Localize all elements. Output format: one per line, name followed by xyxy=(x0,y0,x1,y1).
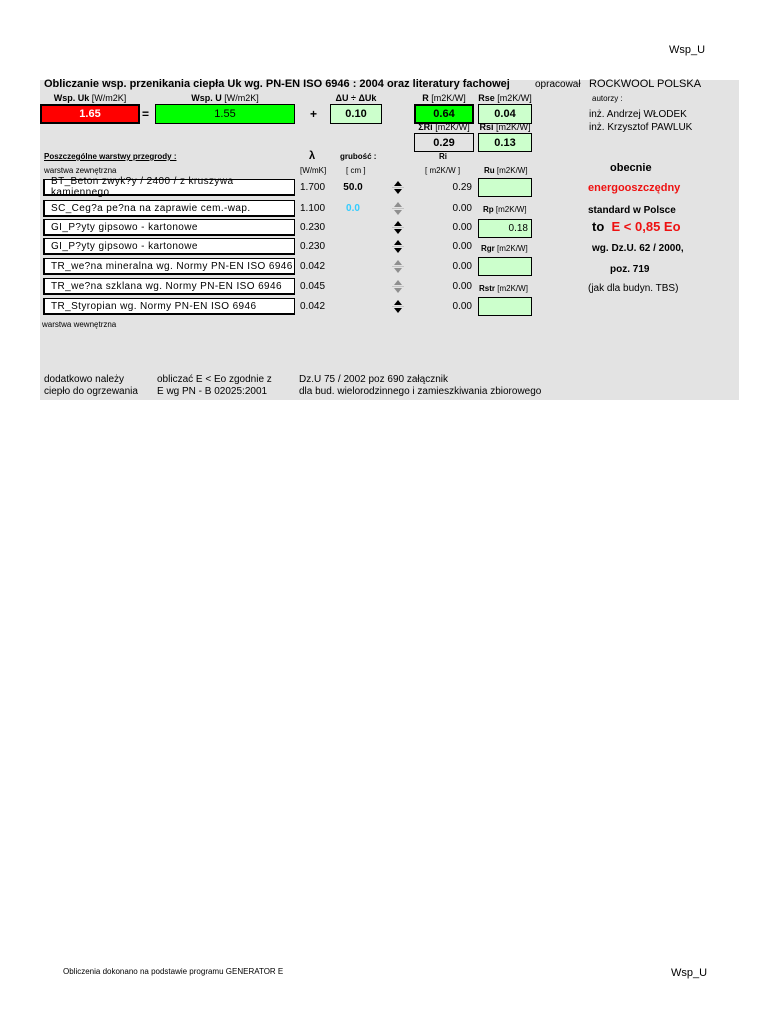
thickness-unit: [ cm ] xyxy=(346,166,366,175)
ri-header: Ri xyxy=(439,152,447,161)
spin-divider xyxy=(392,266,404,267)
spin-down-icon[interactable] xyxy=(394,288,402,293)
spin-divider xyxy=(392,208,404,209)
side-line-2: energooszczędny xyxy=(588,182,681,194)
note-c1: Dz.U 75 / 2002 poz 690 załącznik xyxy=(299,374,448,385)
rstr-label: Rstr [m2K/W] xyxy=(479,284,528,293)
uk-header: Wsp. Uk [W/m2K] xyxy=(53,93,127,103)
r-value-cell[interactable]: 0.64 xyxy=(414,104,474,124)
layer-ri: 0.00 xyxy=(452,222,472,233)
layer-name-select[interactable]: GI_P?yty gipsowo - kartonowe xyxy=(43,238,295,255)
layers-section-title: Poszczególne warstwy przegrody : xyxy=(44,152,177,161)
side-line-4: to E < 0,85 Eo xyxy=(592,219,681,234)
side-line-3: standard w Polsce xyxy=(588,205,676,216)
lambda-unit: [W/mK] xyxy=(300,166,327,175)
equals-sign: = xyxy=(142,107,150,121)
rstr-value-cell[interactable] xyxy=(478,297,532,316)
sheet-name-bottom: Wsp_U xyxy=(671,967,708,979)
lambda-symbol: λ xyxy=(309,150,316,162)
spin-up-icon[interactable] xyxy=(394,221,402,226)
layer-thickness[interactable]: 0.0 xyxy=(346,203,360,214)
spin-down-icon[interactable] xyxy=(394,308,402,313)
side-line-1: obecnie xyxy=(610,162,652,174)
thickness-spinner[interactable] xyxy=(390,201,406,217)
sheet-name-top: Wsp_U xyxy=(669,44,706,56)
rp-label: Rp [m2K/W] xyxy=(483,205,527,214)
spin-divider xyxy=(392,187,404,188)
spin-up-icon[interactable] xyxy=(394,280,402,285)
du-header: ΔU ÷ ΔUk xyxy=(335,93,377,103)
spin-down-icon[interactable] xyxy=(394,229,402,234)
layer-name-select[interactable]: TR_we?na mineralna wg. Normy PN-EN ISO 6946 xyxy=(43,258,295,275)
author-2: inż. Krzysztof PAWLUK xyxy=(589,122,693,133)
uk-value-cell[interactable]: 1.65 xyxy=(40,104,140,124)
author-1: inż. Andrzej WŁODEK xyxy=(589,109,687,120)
layer-thickness[interactable]: 50.0 xyxy=(343,182,363,193)
layer-lambda: 1.100 xyxy=(300,203,326,214)
note-a1: dodatkowo należy xyxy=(44,374,125,385)
layer-lambda: 0.045 xyxy=(300,281,326,292)
rse-header: Rse [m2K/W] xyxy=(478,93,532,103)
spin-up-icon[interactable] xyxy=(394,181,402,186)
spin-down-icon[interactable] xyxy=(394,248,402,253)
ri-unit: [ m2K/W ] xyxy=(425,166,461,175)
rgr-label: Rgr [m2K/W] xyxy=(481,244,528,253)
ru-value-cell[interactable] xyxy=(478,178,532,197)
layer-lambda: 1.700 xyxy=(300,182,326,193)
u-header: Wsp. U [W/m2K] xyxy=(191,93,259,103)
thickness-spinner[interactable] xyxy=(390,220,406,236)
thickness-spinner[interactable] xyxy=(390,299,406,315)
rp-value-cell[interactable]: 0.18 xyxy=(478,219,532,238)
layer-lambda: 0.042 xyxy=(300,261,326,272)
spin-down-icon[interactable] xyxy=(394,210,402,215)
du-value-cell[interactable]: 0.10 xyxy=(330,104,382,124)
spin-divider xyxy=(392,286,404,287)
prepared-label: opracował xyxy=(535,79,581,90)
sri-header: ΣRi [m2K/W] xyxy=(418,122,470,132)
u-value-cell[interactable]: 1.55 xyxy=(155,104,295,124)
layer-ri: 0.00 xyxy=(452,203,472,214)
rgr-value-cell[interactable] xyxy=(478,257,532,276)
spin-down-icon[interactable] xyxy=(394,189,402,194)
prepared-by: ROCKWOOL POLSKA xyxy=(589,78,702,90)
thickness-spinner[interactable] xyxy=(390,239,406,255)
spin-up-icon[interactable] xyxy=(394,202,402,207)
spin-divider xyxy=(392,246,404,247)
layer-name-select[interactable]: GI_P?yty gipsowo - kartonowe xyxy=(43,219,295,236)
note-a2: ciepło do ogrzewania xyxy=(44,386,138,397)
rsi-header: Rsi [m2K/W] xyxy=(479,122,531,132)
spin-down-icon[interactable] xyxy=(394,268,402,273)
footer-note: Obliczenia dokonano na podstawie programu GENERATOR E xyxy=(63,967,284,976)
layer-lambda: 0.042 xyxy=(300,301,326,312)
note-c2: dla bud. wielorodzinnego i zamieszkiwania zbiorowego xyxy=(299,386,542,397)
inner-layer-label: warstwa wewnętrzna xyxy=(42,320,117,329)
layer-ri: 0.00 xyxy=(452,281,472,292)
side-line-5: wg. Dz.U. 62 / 2000, xyxy=(592,243,684,254)
authors-label: autorzy : xyxy=(592,94,623,103)
layer-ri: 0.00 xyxy=(452,261,472,272)
spin-up-icon[interactable] xyxy=(394,300,402,305)
page-title: Obliczanie wsp. przenikania ciepła Uk wg. PN-EN ISO 6946 : 2004 oraz literatury fachowej xyxy=(44,78,510,90)
layer-ri: 0.00 xyxy=(452,301,472,312)
rsi-value-cell[interactable]: 0.13 xyxy=(478,133,532,152)
side-line-7: (jak dla budyn. TBS) xyxy=(588,283,679,294)
spin-up-icon[interactable] xyxy=(394,260,402,265)
layer-ri: 0.29 xyxy=(452,182,472,193)
ru-label: Ru [m2K/W] xyxy=(484,166,528,175)
plus-sign: + xyxy=(310,107,318,121)
outer-layer-label: warstwa zewnętrzna xyxy=(44,166,117,175)
layer-name-select[interactable]: SC_Ceg?a pe?na na zaprawie cem.-wap. xyxy=(43,200,295,217)
note-b1: obliczać E < Eo zgodnie z xyxy=(157,374,272,385)
thickness-label: grubość : xyxy=(340,152,377,161)
thickness-spinner[interactable] xyxy=(390,279,406,295)
sri-value-cell[interactable]: 0.29 xyxy=(414,133,474,152)
thickness-spinner[interactable] xyxy=(390,259,406,275)
rse-value-cell[interactable]: 0.04 xyxy=(478,104,532,124)
spin-up-icon[interactable] xyxy=(394,240,402,245)
thickness-spinner[interactable] xyxy=(390,180,406,196)
side-line-6: poz. 719 xyxy=(610,264,650,275)
layer-name-select[interactable]: TR_we?na szklana wg. Normy PN-EN ISO 6946 xyxy=(43,278,295,295)
layer-lambda: 0.230 xyxy=(300,241,326,252)
layer-name-select[interactable]: TR_Styropian wg. Normy PN-EN ISO 6946 xyxy=(43,298,295,315)
layer-ri: 0.00 xyxy=(452,241,472,252)
spin-divider xyxy=(392,227,404,228)
layer-lambda: 0.230 xyxy=(300,222,326,233)
r-header: R [m2K/W] xyxy=(422,93,466,103)
note-b2: E wg PN - B 02025:2001 xyxy=(157,386,268,397)
spin-divider xyxy=(392,306,404,307)
layer-name-select[interactable]: BT_Beton zwyk?y / 2400 / z kruszywa kamiennego xyxy=(43,179,295,196)
